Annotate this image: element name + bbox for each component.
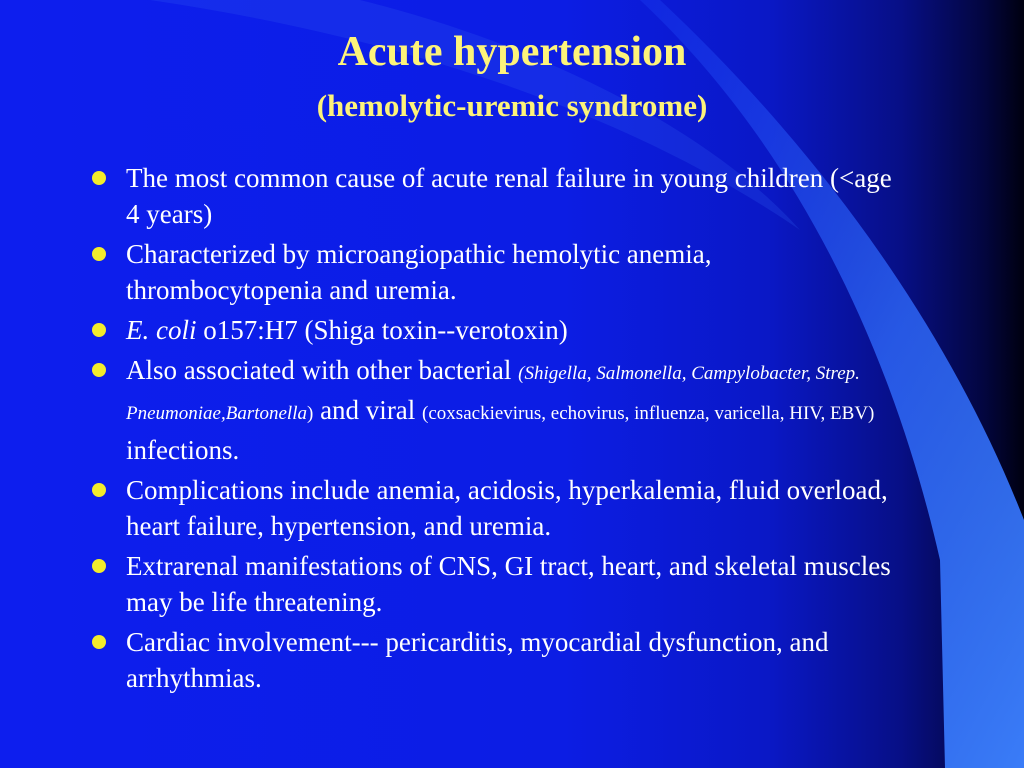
bullet-text: infections. (126, 435, 240, 465)
bullet-text: Extrarenal manifestations of CNS, GI tract, heart, and skeletal muscles may be life threatening. (126, 551, 891, 617)
bacteria-list-close: ) (307, 403, 314, 424)
bullet-text: Characterized by microangiopathic hemolytic anemia, thrombocytopenia and uremia. (126, 239, 712, 305)
bullet-dot-icon (92, 171, 106, 185)
bullet-list (90, 160, 910, 700)
bacteria-list: (Shigella, Salmonella, Campylobacter, Strep. Pneumoniae,Bartonella (126, 363, 860, 424)
bullet-item (90, 312, 910, 348)
page-title: Acute hypertension (337, 29, 687, 75)
bullet-dot-icon (92, 559, 106, 573)
page-subtitle: (hemolytic-uremic syndrome) (316, 88, 708, 123)
bullet-item (90, 472, 910, 544)
bullet-text-italic: E. coli (126, 315, 197, 345)
bullet-item (90, 548, 910, 620)
bullet-item (90, 160, 910, 232)
bullet-dot-icon (92, 483, 106, 497)
bullet-text: o157:H7 (Shiga toxin--verotoxin) (196, 315, 568, 345)
bullet-dot-icon (92, 635, 106, 649)
bullet-dot-icon (92, 247, 106, 261)
bullet-text: Also associated with other bacterial (126, 355, 519, 385)
bullet-text: The most common cause of acute renal failure in young children (<age 4 years) (126, 163, 892, 229)
bullet-item (90, 236, 910, 308)
bullet-item (90, 624, 910, 696)
bullet-dot-icon (92, 363, 106, 377)
bullet-text: and viral (313, 395, 423, 425)
virus-list: (coxsackievirus, echovirus, influenza, varicella, HIV, EBV) (422, 403, 875, 424)
bullet-text: Cardiac involvement--- pericarditis, myocardial dysfunction, and arrhythmias. (126, 627, 829, 693)
bullet-dot-icon (92, 323, 106, 337)
bullet-item (90, 352, 910, 468)
bullet-text: Complications include anemia, acidosis, hyperkalemia, fluid overload, heart failure, hypertension, and uremia. (126, 475, 888, 541)
